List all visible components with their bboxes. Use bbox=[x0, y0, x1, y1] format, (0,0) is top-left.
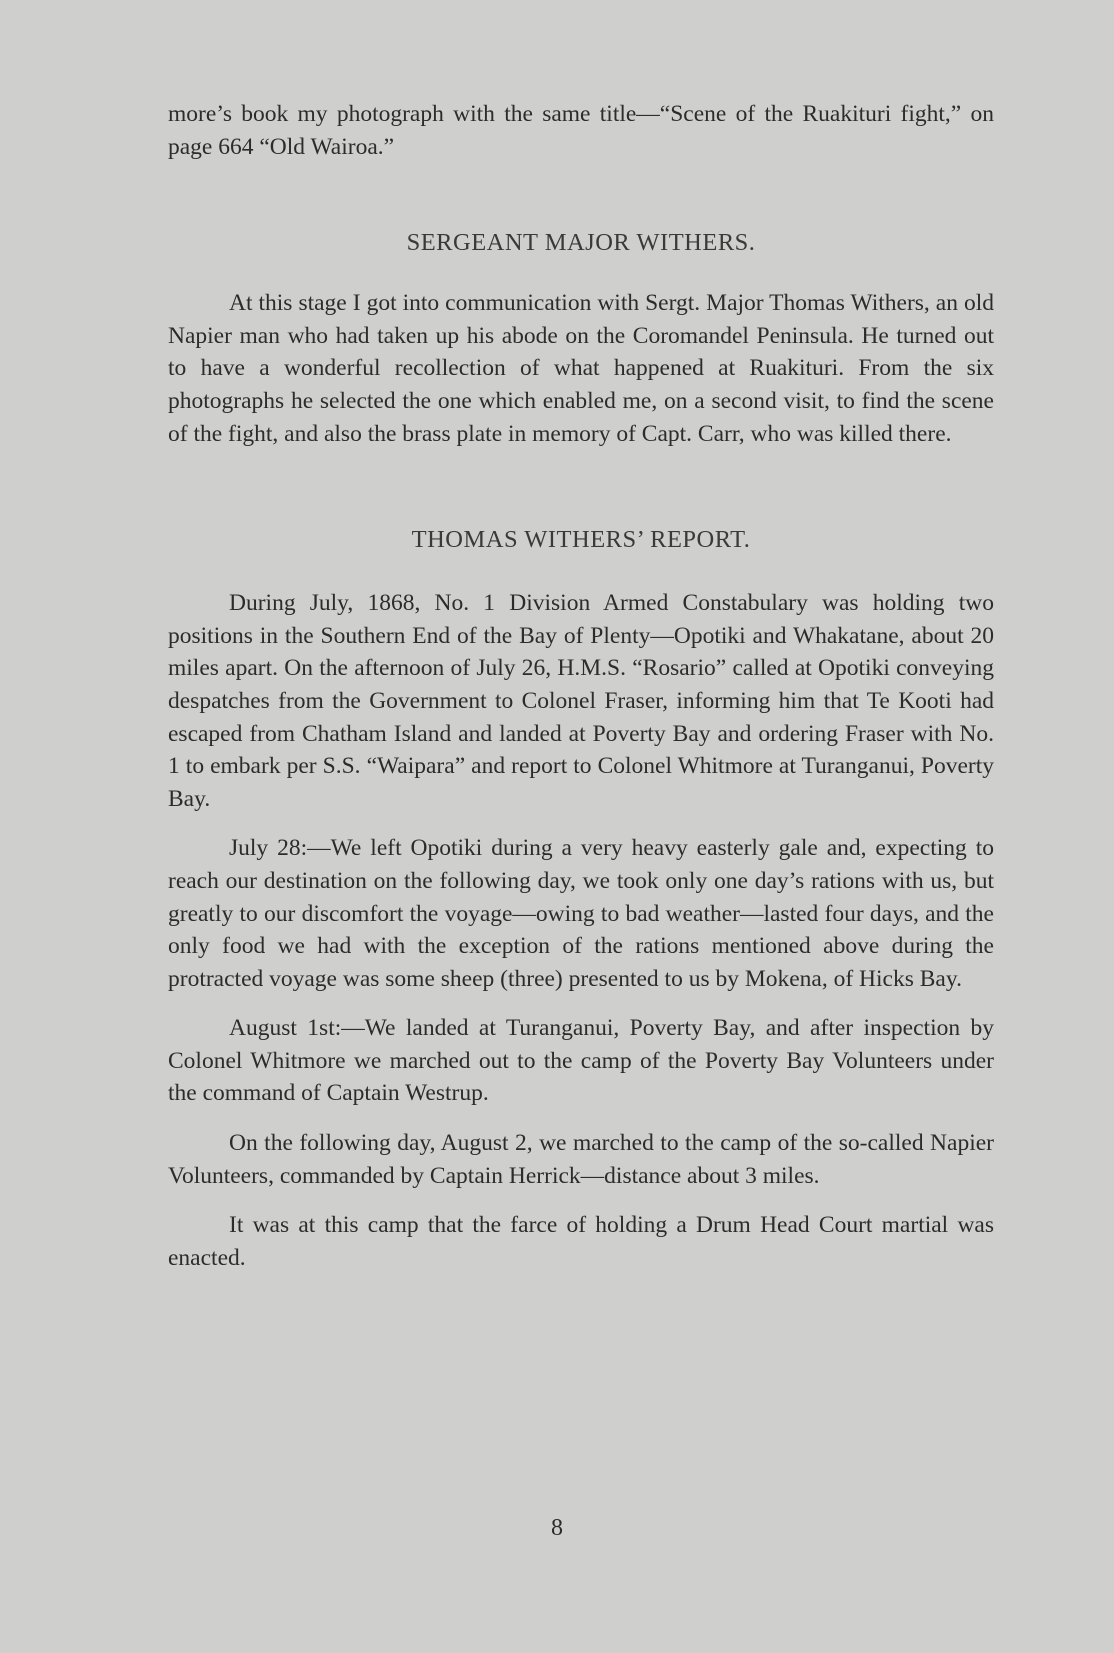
report-paragraph-1: During July, 1868, No. 1 Division Armed Constabulary was holding two positions in the Southern End of the Bay of Plenty—Opotiki and Whakatane, about 20 miles apart. On the afternoon of July 26, H.M.S. “Rosario” called at Opotiki conveying despatches from the Government to Colonel Fraser, informing him that Te Kooti had escaped from Chatham Island and landed at Poverty Bay and ordering Fraser with No. 1 to embark per S.S. “Waipara” and report to Colonel Whitmore at Turanganui, Poverty Bay. bbox=[168, 590, 994, 812]
intro-paragraph: more’s book my photograph with the same title—“Scene of the Ruakituri fight,” on page 664 “Old Wairoa.” bbox=[168, 101, 994, 160]
report-paragraph-5: It was at this camp that the farce of holding a Drum Head Court martial was enacted. bbox=[168, 1212, 994, 1271]
report-paragraph-2: July 28:—We left Opotiki during a very heavy easterly gale and, expecting to reach our destination on the following day, we took only one day’s rations with us, but greatly to our discomfort the voyage—owing to bad weather—lasted four days, and the only food we had with the exception of the rations mentioned above during the protracted voyage was some sheep (three) presented to us by Mokena, of Hicks Bay. bbox=[168, 835, 994, 992]
withers-paragraph: At this stage I got into communication with Sergt. Major Thomas Withers, an old Napier man who had taken up his abode on the Coromandel Peninsula. He turned out to have a wonderful recollection of what happened at Ruakituri. From the six photographs he selected the one which enabled me, on a second visit, to find the scene of the fight, and also the brass plate in memory of Capt. Carr, who was killed there. bbox=[168, 290, 994, 447]
page-number: 8 bbox=[551, 1515, 563, 1541]
page-body bbox=[168, 98, 994, 1274]
report-paragraph-4: On the following day, August 2, we marched to the camp of the so-called Napier Volunteers, commanded by Captain Herrick—distance about 3 miles. bbox=[168, 1130, 994, 1189]
section-heading-thomas-withers-report: THOMAS WITHERS’ REPORT. bbox=[411, 526, 751, 554]
report-paragraph-3: August 1st:—We landed at Turanganui, Poverty Bay, and after inspection by Colonel Whitmore we marched out to the camp of the Poverty Bay Volunteers under the command of Captain Westrup. bbox=[168, 1015, 994, 1107]
section-heading-sergeant-major-withers: SERGEANT MAJOR WITHERS. bbox=[406, 229, 756, 257]
